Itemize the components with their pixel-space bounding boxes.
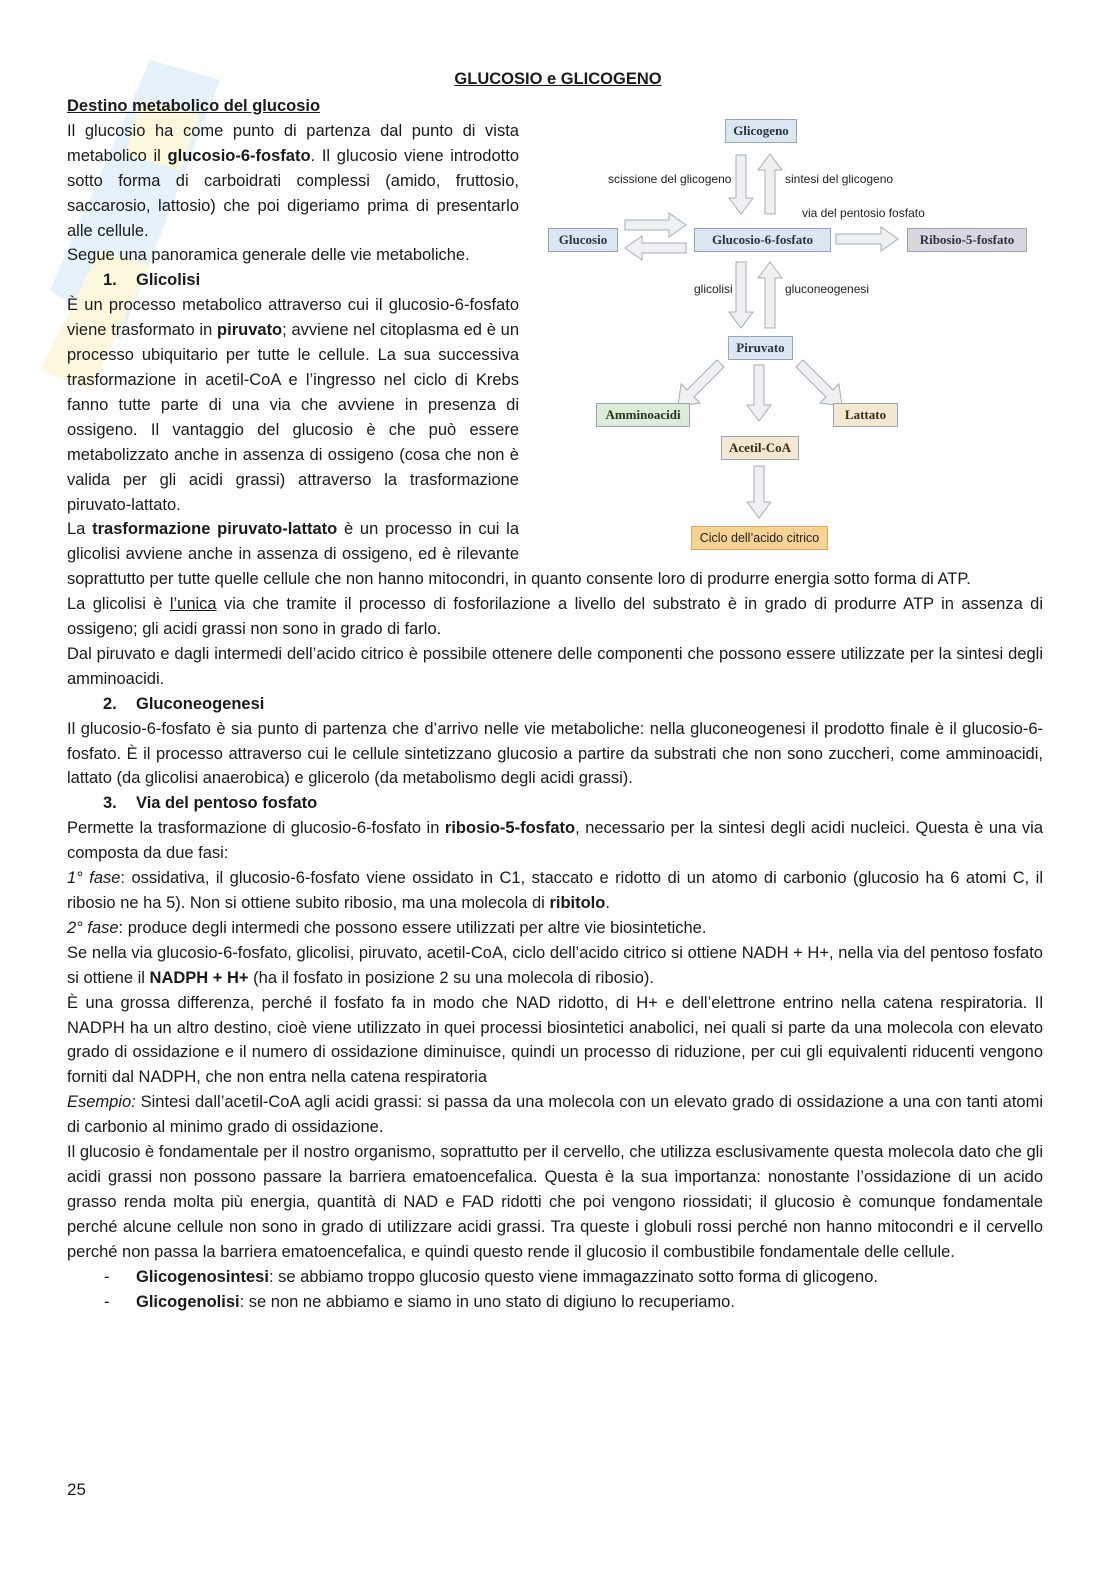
pentoso-paragraph-4: Il glucosio è fondamentale per il nostro organismo, soprattutto per il cervello, che utilizza esclusivamente questa molecola dato che gli acidi grassi non possono passare la barriera ematoencefalica. Questa è la sua importanza: nonostante l’ossidazione di un acido grasso renda molta più energia, quantità di NAD e FAD ridotti che poi vengono riossidati; il glucosio è comunque fondamentale perché alcune cellule non sono in grado di utilizzare acidi grassi. Tra queste i globuli rossi perché non hanno mitocondri e il cervello perché non passa la barriera ematoencefalica, e quindi questo rende il glucosio il combustibile fondamentale delle cellule. xyxy=(67,1143,1043,1261)
node-acetil-coa: Acetil-CoA xyxy=(721,436,799,460)
section-heading: Destino metabolico del glucosio xyxy=(67,97,321,115)
pentoso-paragraph-2: Se nella via glucosio-6-fosfato, glicolisi, piruvato, acetil-CoA, ciclo dell’acido citrico si ottiene NADH + H+, nella via del pentoso fosfato si ottiene il NADPH + H+ (ha il fosfato in posizione 2 su una molecola di ribosio). xyxy=(67,943,1043,987)
list-item: - Glicogenolisi: se non ne abbiamo e siamo in uno stato di digiuno lo recuperiamo. xyxy=(104,1292,735,1311)
label-sintesi-glicogeno: sintesi del glicogeno xyxy=(785,172,894,186)
arrow-acetilcoa xyxy=(747,365,771,421)
page-number: 25 xyxy=(67,1480,86,1499)
arrow-lattato xyxy=(796,360,842,406)
glicolisi-paragraph-3: La glicolisi è l’unica via che tramite il processo di fosforilazione a livello del substrato è in grado di produrre ATP in assenza di ossigeno; gli acidi grassi non sono in grado di farlo. xyxy=(67,595,1043,639)
pentoso-paragraph-3: È una grossa differenza, perché il fosfato fa in modo che NAD ridotto, di H+ e dell’elettrone entrino nella catena respiratoria. Il NADPH ha un altro destino, cioè viene utilizzato in quei processi biosintetici anabolici, nei quali si parte da una molecola con elevato grado di ossidazione e il numero di ossidazione diminuisce, quindi un processo di riduzione, per cui gli equivalenti riducenti vengono forniti dal NADPH, che non entra nella catena respiratoria xyxy=(67,993,1043,1087)
node-lattato: Lattato xyxy=(833,403,898,427)
arrow-glucosio-to-g6p xyxy=(625,213,686,237)
heading-glicolisi: 1. Glicolisi xyxy=(103,271,201,290)
label-gluconeogenesi: gluconeogenesi xyxy=(785,282,870,296)
arrow-gluconeogenesi xyxy=(758,262,782,328)
heading-pentoso: 3. Via del pentoso fosfato xyxy=(103,794,318,813)
phase-2: 2° fase: produce degli intermedi che possono essere utilizzati per altre vie biosintetiche. xyxy=(67,918,707,937)
arrow-g6p-to-glucosio xyxy=(625,236,686,260)
arrow-sintesi xyxy=(758,154,782,214)
arrow-amminoacidi xyxy=(678,360,724,406)
metabolic-pathways-diagram xyxy=(541,110,1041,560)
node-glicogeno: Glicogeno xyxy=(725,119,797,143)
arrow-scissione xyxy=(729,155,753,214)
intro-paragraph: Il glucosio ha come punto di partenza dal punto di vista metabolico il glucosio-6-fosfato. Il glucosio viene introdotto sotto forma di carboidrati complessi (amido, fruttosio, saccarosio, lattosio) che poi digeriamo prima di presentarlo alle cellule. xyxy=(67,121,519,240)
document-title: GLUCOSIO e GLICOGENO xyxy=(454,70,662,88)
heading-gluconeogenesi: 2. Gluconeogenesi xyxy=(103,694,265,713)
node-ciclo-acido-citrico: Ciclo dell’acido citrico xyxy=(691,526,828,550)
phase-1: 1° fase: ossidativa, il glucosio-6-fosfato viene ossidato in C1, staccato e ridotto di un atomo di carbonio (glucosio ha 6 atomi C, il ribosio ne ha 5). Non si ottiene subito ribosio, ma una molecola di ribitolo. xyxy=(67,869,1043,912)
node-glucosio-6-fosfato: Glucosio-6-fosfato xyxy=(694,228,831,252)
node-amminoacidi: Amminoacidi xyxy=(596,403,690,427)
pentoso-paragraph-1: Permette la trasformazione di glucosio-6-fosfato in ribosio-5-fosfato, necessario per la sintesi degli acidi nucleici. Questa è una via composta da due fasi: xyxy=(67,819,1043,863)
label-scissione-glicogeno: scissione del glicogeno xyxy=(608,172,732,186)
glicolisi-paragraph-2: La trasformazione piruvato-lattato è un processo in cui la glicolisi avviene anche in assenza di ossigeno, ed è rilevante soprattutto per tutte quelle cellule che non hanno mitocondri, in quanto consente loro di produrre energia sotto forma di ATP. xyxy=(67,520,971,589)
example-paragraph: Esempio: Sintesi dall’acetil-CoA agli acidi grassi: si passa da una molecola con un elevato grado di ossidazione a una con tanti atomi di carbonio al minimo grado di ossidazione. xyxy=(67,1093,1043,1137)
label-glicolisi: glicolisi xyxy=(694,282,733,296)
overview-line: Segue una panoramica generale delle vie metaboliche. xyxy=(67,246,470,265)
node-ribosio-5-fosfato: Ribosio-5-fosfato xyxy=(907,228,1027,252)
arrow-pentoso xyxy=(836,227,898,251)
list-item: - Glicogenosintesi: se abbiamo troppo glucosio questo viene immagazzinato sotto forma di glicogeno. xyxy=(104,1267,878,1286)
label-via-pentosio-fosfato: via del pentosio fosfato xyxy=(802,206,925,220)
glicolisi-paragraph-4: Dal piruvato e dagli intermedi dell’acido citrico è possibile ottenere delle componenti che possono essere utilizzate per la sintesi degli amminoacidi. xyxy=(67,644,1043,688)
gluconeogenesi-paragraph: Il glucosio-6-fosfato è sia punto di partenza che d’arrivo nelle vie metaboliche: nella gluconeogenesi il prodotto finale è il glucosio-6-fosfato. È il processo attraverso cui le cellule sintetizzano glucosio a partire da substrati che non sono zuccheri, come amminoacidi, lattato (da glicolisi anaerobica) e glicerolo (da metabolismo degli acidi grassi). xyxy=(67,719,1043,788)
node-glucosio: Glucosio xyxy=(548,228,618,252)
node-piruvato: Piruvato xyxy=(728,336,793,360)
arrow-ciclo xyxy=(747,466,771,518)
glicolisi-paragraph-1: È un processo metabolico attraverso cui il glucosio-6-fosfato viene trasformato in piruvato; avviene nel citoplasma ed è un processo ubiquitario per tutte le cellule. La sua successiva trasformazione in acetil-CoA e l’ingresso nel ciclo di Krebs fanno tutte parte di una via che avviene in presenza di ossigeno. Il vantaggio del glucosio è che può essere metabolizzato anche in assenza di ossigeno (cosa che non è valida per gli acidi grassi) attraverso la trasformazione piruvato-lattato. xyxy=(67,296,519,514)
